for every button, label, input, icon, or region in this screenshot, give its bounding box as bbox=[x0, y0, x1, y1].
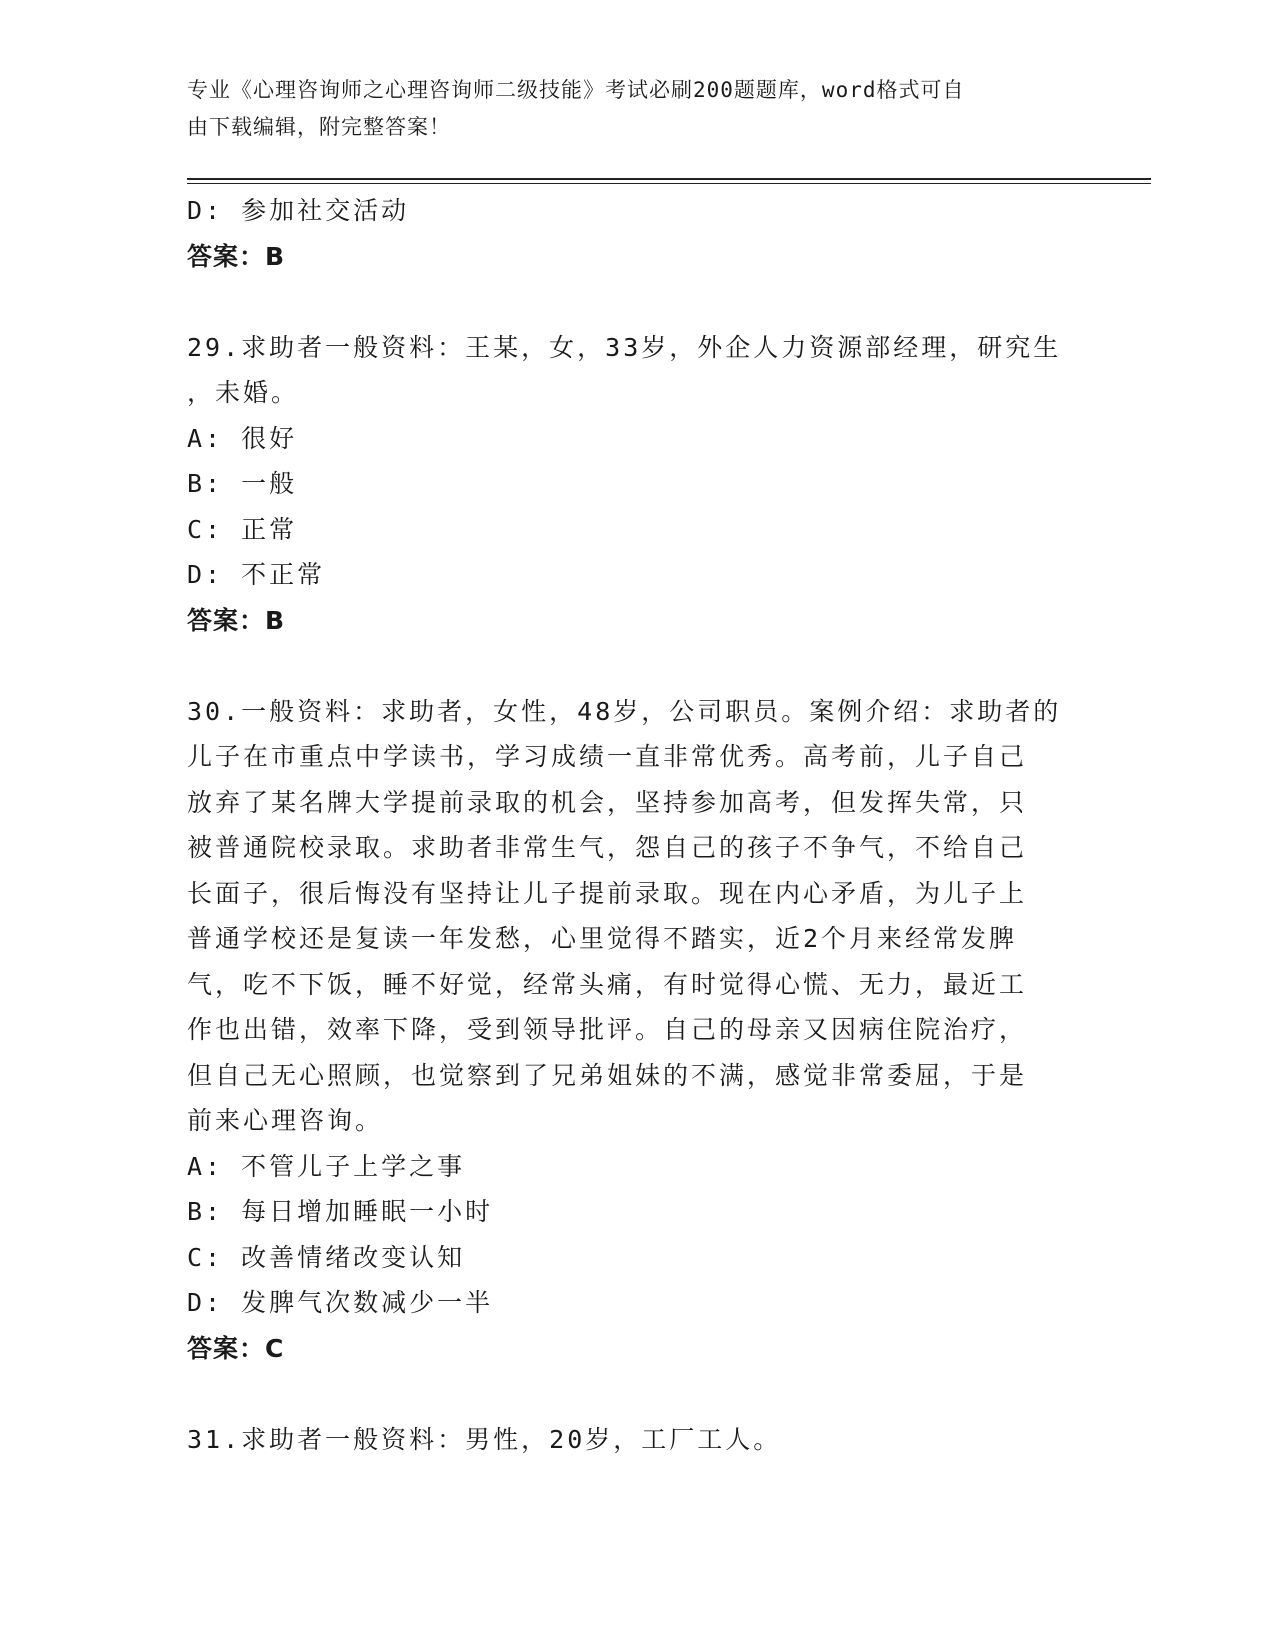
question-line: D: 不正常 bbox=[187, 560, 326, 589]
question-content bbox=[187, 188, 1087, 1462]
question-line: C: 改善情绪改变认知 bbox=[187, 1242, 466, 1272]
question-line: B: 每日增加睡眠一小时 bbox=[187, 1197, 494, 1226]
question-line: 普通学校还是复读一年发愁，心里觉得不踏实，近2个月来经常发脾 bbox=[187, 924, 1018, 953]
document-header bbox=[187, 72, 1067, 146]
question-line: ，未婚。 bbox=[187, 378, 300, 407]
block-spacer bbox=[187, 643, 1087, 689]
question-line: A: 不管儿子上学之事 bbox=[187, 1151, 466, 1181]
header-rule-thick bbox=[187, 178, 1151, 180]
question-line: B: 一般 bbox=[187, 469, 298, 498]
header-line-1: 专业《心理咨询师之心理咨询师二级技能》考试必刷200题题库，word格式可自 bbox=[187, 78, 965, 102]
answer-line: 答案：B bbox=[187, 241, 286, 271]
answer-line: 答案：C bbox=[187, 1333, 285, 1363]
question-line: 29.求助者一般资料：王某，女，33岁，外企人力资源部经理，研究生 bbox=[187, 332, 1062, 362]
question-line: 放弃了某名牌大学提前录取的机会，坚持参加高考，但发挥失常，只 bbox=[187, 787, 1028, 817]
header-rule-thin bbox=[187, 183, 1151, 184]
block-spacer bbox=[187, 279, 1087, 325]
question-line: 作也出错，效率下降，受到领导批评。自己的母亲又因病住院治疗， bbox=[187, 1015, 1028, 1044]
question-line: C: 正常 bbox=[187, 514, 298, 544]
answer-line: 答案：B bbox=[187, 605, 286, 635]
question-line: 前来心理咨询。 bbox=[187, 1106, 384, 1135]
question-line: 31.求助者一般资料：男性，20岁，工厂工人。 bbox=[187, 1424, 782, 1454]
question-line: A: 很好 bbox=[187, 423, 298, 453]
question-line: 但自己无心照顾，也觉察到了兄弟姐妹的不满，感觉非常委屈，于是 bbox=[187, 1060, 1028, 1090]
question-line: D: 参加社交活动 bbox=[187, 196, 410, 225]
question-line: 长面子，很后悔没有坚持让儿子提前录取。现在内心矛盾，为儿子上 bbox=[187, 878, 1028, 908]
block-spacer bbox=[187, 1371, 1087, 1417]
question-line: 30.一般资料：求助者，女性，48岁，公司职员。案例介绍：求助者的 bbox=[187, 696, 1062, 726]
question-line: 气，吃不下饭，睡不好觉，经常头痛，有时觉得心慌、无力，最近工 bbox=[187, 969, 1028, 999]
question-line: D: 发脾气次数减少一半 bbox=[187, 1288, 494, 1317]
question-line: 儿子在市重点中学读书，学习成绩一直非常优秀。高考前，儿子自己 bbox=[187, 742, 1028, 771]
question-line: 被普通院校录取。求助者非常生气，怨自己的孩子不争气，不给自己 bbox=[187, 833, 1028, 862]
header-line-2: 由下载编辑，附完整答案！ bbox=[187, 115, 451, 139]
